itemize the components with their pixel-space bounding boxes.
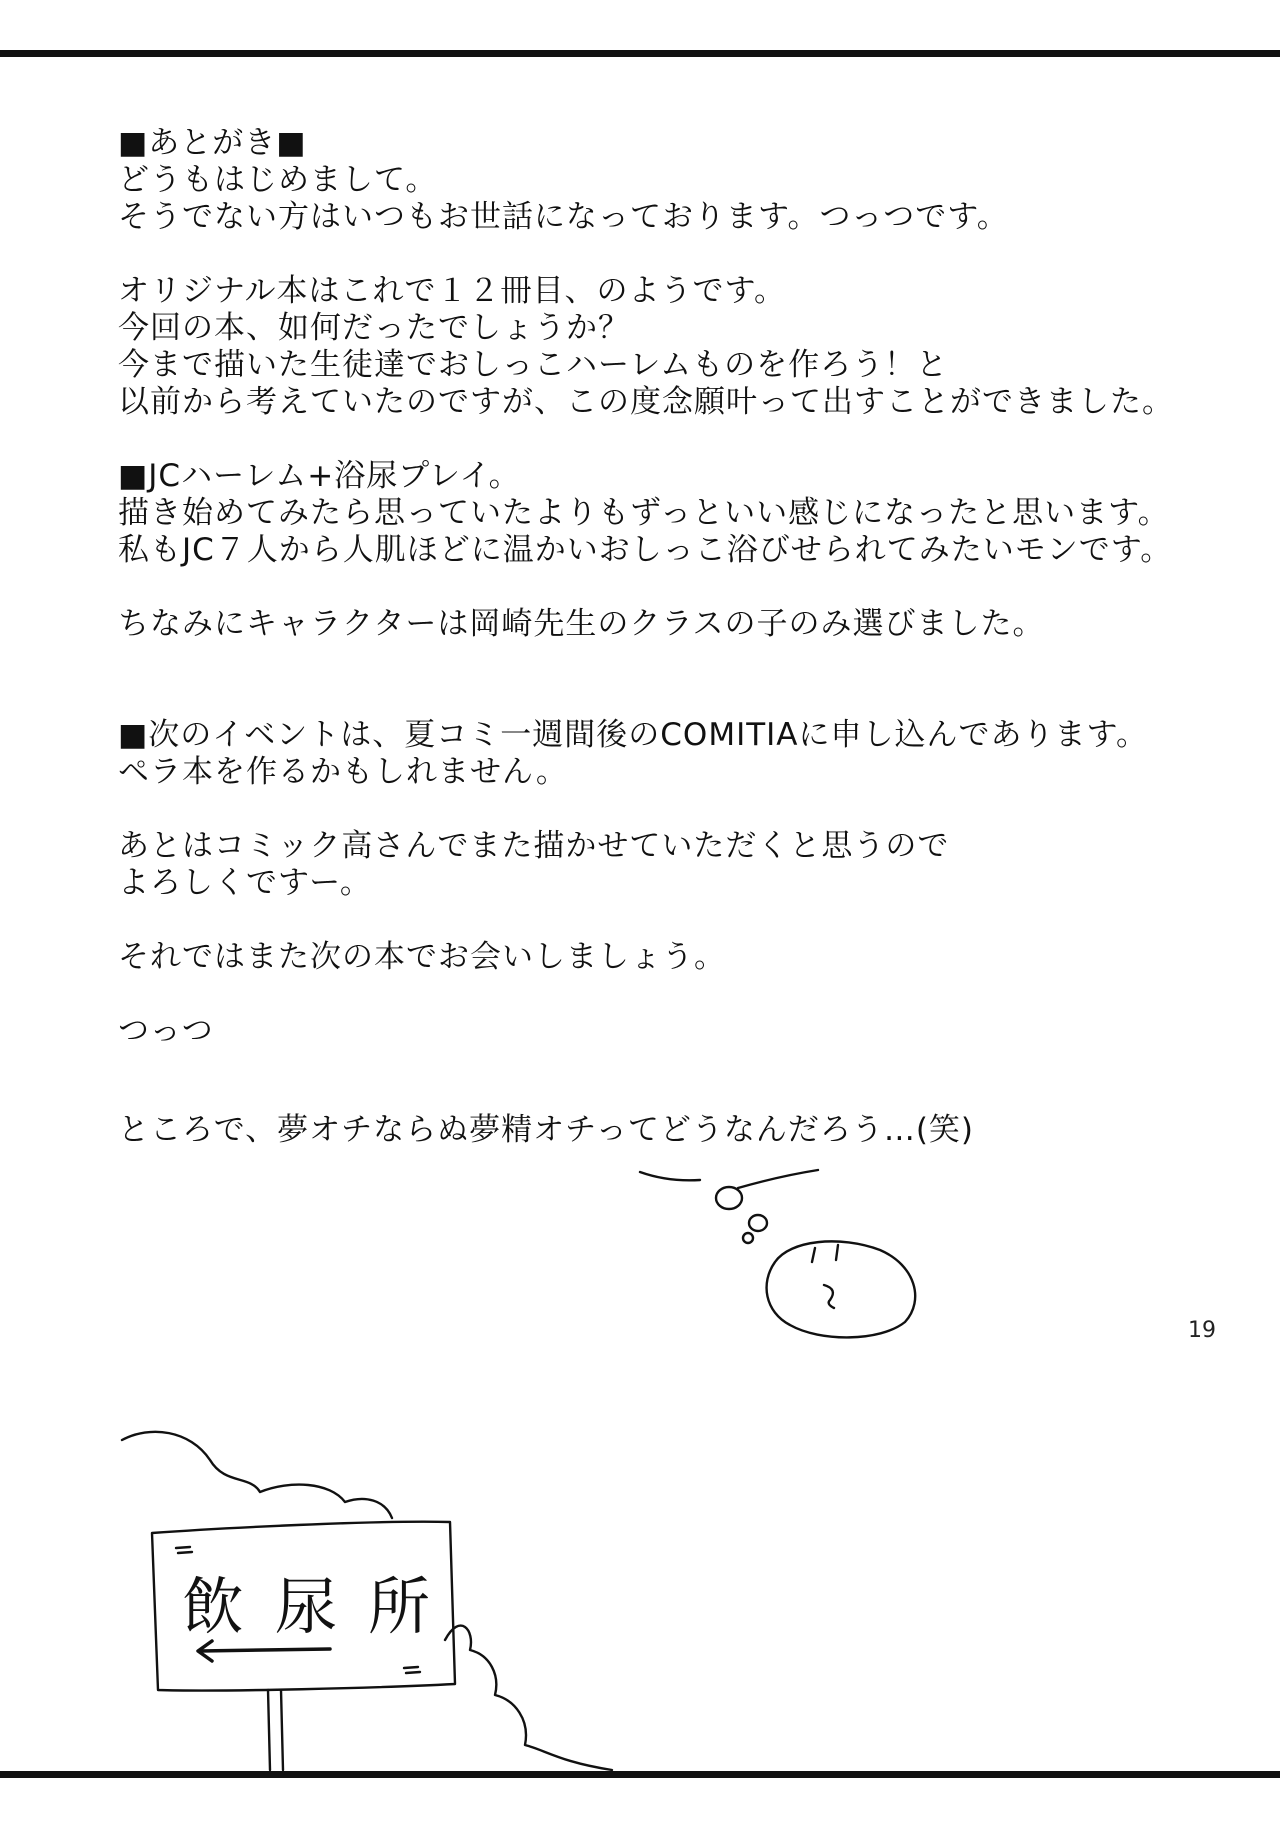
blob-mouth — [824, 1285, 834, 1308]
greeting-line-1: どうもはじめまして。 — [118, 162, 438, 198]
aside-remark: ところで、夢オチならぬ夢精オチってどうなんだろう…(笑) — [118, 1112, 975, 1148]
event-line-1: ■次のイベントは、夏コミ一週間後のCOMITIAに申し込んであります。 — [118, 717, 1149, 753]
play-line-1: ■JCハーレム+浴尿プレイ。 — [118, 458, 521, 494]
play-line-2: 描き始めてみたら思っていたよりもずっといい感じになったと思います。 — [118, 495, 1170, 531]
book-line-3: 今まで描いた生徒達でおしっこハーレムものを作ろう！と — [118, 347, 949, 383]
bush-outline-upper — [122, 1432, 392, 1518]
sign-post-right — [281, 1690, 283, 1770]
blob-eye-left — [812, 1248, 815, 1262]
sleeping-blob-face — [767, 1241, 916, 1337]
book-line-1: オリジナル本はこれで１２冊目、のようです。 — [118, 273, 786, 309]
sign-arrow-shaft — [200, 1649, 330, 1651]
thought-bubble-medium — [749, 1215, 767, 1231]
thought-bubble-large — [716, 1187, 742, 1209]
sign-text: 飲尿所 — [182, 1570, 430, 1643]
comic-line-1: あとはコミック高さんでまた描かせていただくと思うので — [118, 828, 950, 864]
thought-stroke-left — [640, 1172, 700, 1180]
closing-line: それではまた次の本でお会いしましょう。 — [118, 939, 726, 975]
afterword-heading: ■あとがき■ — [118, 125, 307, 161]
blob-eye-right — [836, 1245, 838, 1260]
thought-bubble-small — [743, 1233, 753, 1243]
book-line-4: 以前から考えていたのですが、この度念願叶って出すことができました。 — [118, 384, 1174, 420]
event-line-2: ペラ本を作るかもしれません。 — [118, 754, 568, 790]
bottom-border-rule — [0, 1771, 1280, 1778]
signature: つっつ — [118, 1013, 214, 1049]
greeting-line-2: そうでない方はいつもお世話になっております。つっつです。 — [118, 199, 1009, 235]
sign-mark-top — [176, 1547, 192, 1553]
characters-line: ちなみにキャラクターは岡崎先生のクラスの子のみ選びました。 — [118, 606, 1045, 642]
thought-stroke-right — [738, 1170, 818, 1188]
bush-outline-lower — [445, 1626, 612, 1770]
sign-post-left — [268, 1690, 270, 1770]
page-number: 19 — [1188, 1318, 1216, 1343]
play-line-3: 私もJC７人から人肌ほどに温かいおしっこ浴びせられてみたいモンです。 — [118, 532, 1173, 568]
sign-mark-bottom — [404, 1667, 420, 1673]
comic-line-2: よろしくですー。 — [118, 865, 372, 901]
book-line-2: 今回の本、如何だったでしょうか？ — [118, 310, 630, 346]
